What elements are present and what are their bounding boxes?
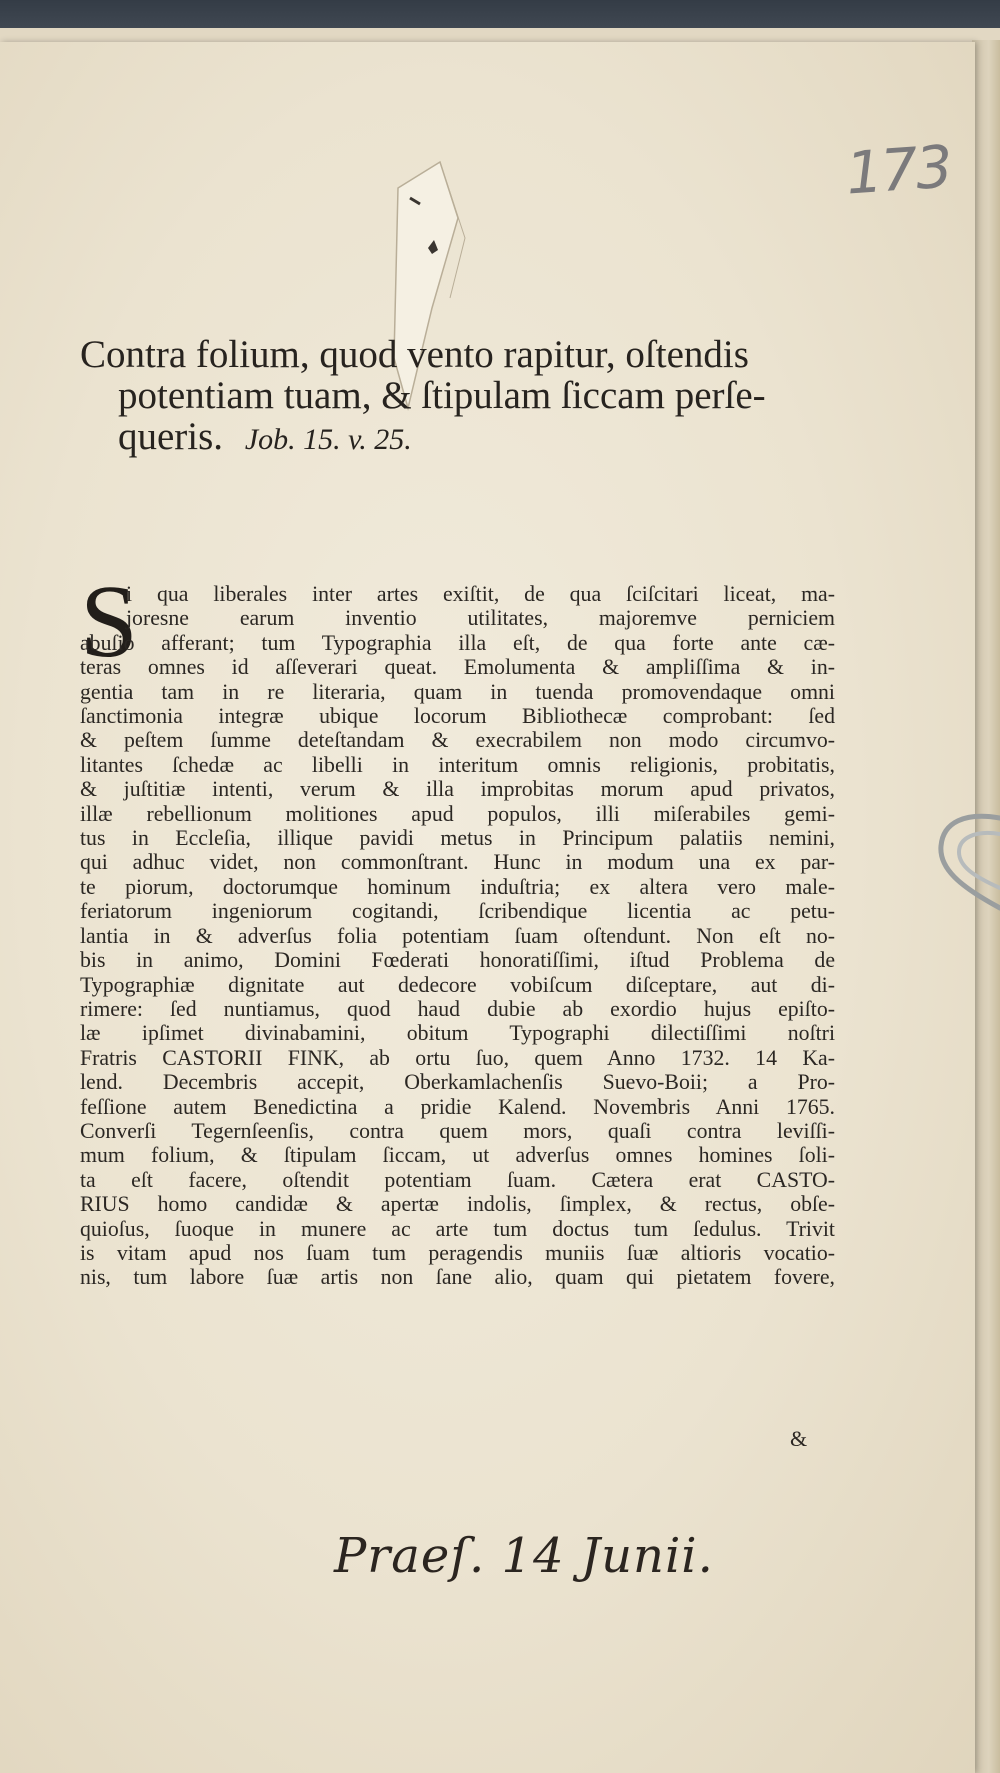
catchword: & xyxy=(790,1426,808,1451)
body-line: gentia tam in re literaria, quam in tuenda promovendaque omni xyxy=(80,679,835,704)
body-line: joresne earum inventio utilitates, majoremve perniciem xyxy=(126,606,835,631)
body-line: Converſi Tegernſeenſis, contra quem mors, quaſi contra leviſſi- xyxy=(80,1118,835,1143)
body-line: lend. Decembris accepit, Oberkamlachenſis Suevo-Boii; a Pro- xyxy=(80,1070,835,1095)
document-page xyxy=(0,42,975,1773)
body-line: rimere: ſed nuntiamus, quod haud dubie ab exordio hujus epiſto- xyxy=(80,996,835,1021)
paperclip-icon xyxy=(925,812,1000,922)
body-line: i qua liberales inter artes exiſtit, de qua ſciſcitari liceat, ma- xyxy=(126,582,835,606)
body-text xyxy=(80,582,835,1290)
body-line: illæ rebellionum molitiones apud populos, illi miſerabiles gemi- xyxy=(80,801,835,826)
body-line: læ ipſimet divinabamini, obitum Typographi dilectiſſimi noſtri xyxy=(80,1021,835,1046)
motto-line-2: potentiam tuam, & ſtipulam ſiccam perſe- xyxy=(118,374,766,417)
folio-number: 173 xyxy=(843,132,953,208)
body-line: quioſus, ſuoque in munere ac arte tum doctus tum ſedulus. Trivit xyxy=(80,1216,835,1241)
body-line: lantia in & adverſus folia potentiam ſuam oſtendunt. Non eſt no- xyxy=(80,923,835,948)
body-line: ta eſt facere, oſtendit potentiam ſuam. Cætera erat CASTO- xyxy=(80,1167,835,1192)
body-line: mum folium, & ſtipulam ſiccam, ut adverſus omnes homines ſoli- xyxy=(80,1143,835,1168)
motto-line-3-text: queris. xyxy=(118,415,224,458)
body-line: tus in Eccleſia, illique pavidi metus in Principum palatiis nemini, xyxy=(80,826,835,851)
motto-block xyxy=(80,334,840,460)
body-line: bis in animo, Domini Fœderati honoratiſſimi, iſtud Problema de xyxy=(80,948,835,973)
body-line: feriatorum ingeniorum cogitandi, ſcribendique licentia ac petu- xyxy=(80,899,835,924)
drop-cap: S xyxy=(80,564,138,679)
body-line: & peſtem ſumme deteſtandam & execrabilem non modo circumvo- xyxy=(80,728,835,753)
handwritten-note: Praeſ. 14 Junii. xyxy=(334,1528,714,1584)
body-line: ſanctimonia integræ ubique locorum Bibliothecæ comprobant: ſed xyxy=(80,704,835,729)
body-line: abuſio afferant; tum Typographia illa eſt, de qua forte ante cæ- xyxy=(80,630,835,655)
body-line: Typographiæ dignitate aut dedecore vobiſcum diſceptare, aut di- xyxy=(80,972,835,997)
body-line: & juſtitiæ intenti, verum & illa improbitas morum apud privatos, xyxy=(80,777,835,802)
body-line: nis, tum labore ſuæ artis non ſane alio, quam qui pietatem fovere, xyxy=(80,1265,835,1290)
body-line: Fratris CASTORII FINK, ab ortu ſuo, quem Anno 1732. 14 Ka- xyxy=(80,1045,835,1070)
motto-citation: Job. 15. v. 25. xyxy=(244,423,412,456)
body-line: RIUS homo candidæ & apertæ indolis, ſimplex, & rectus, obſe- xyxy=(80,1192,835,1217)
body-line: feſſione autem Benedictina a pridie Kalend. Novembris Anni 1765. xyxy=(80,1094,835,1119)
body-line: litantes ſchedæ ac libelli in interitum omnis religionis, probitatis, xyxy=(80,752,835,777)
motto-line-1: Contra folium, quod vento rapitur, oſtendis xyxy=(80,333,749,376)
body-line: te piorum, doctorumque hominum induſtria; ex altera vero male- xyxy=(80,874,835,899)
motto-line-3 xyxy=(80,416,840,460)
body-line: is vitam apud nos ſuam tum peragendis muniis ſuæ altioris vocatio- xyxy=(80,1240,835,1265)
body-line: teras omnes id aſſeverari queat. Emolumenta & ampliſſima & in- xyxy=(80,655,835,680)
body-line: qui adhuc videt, non commonſtrant. Hunc in modum una ex par- xyxy=(80,850,835,875)
